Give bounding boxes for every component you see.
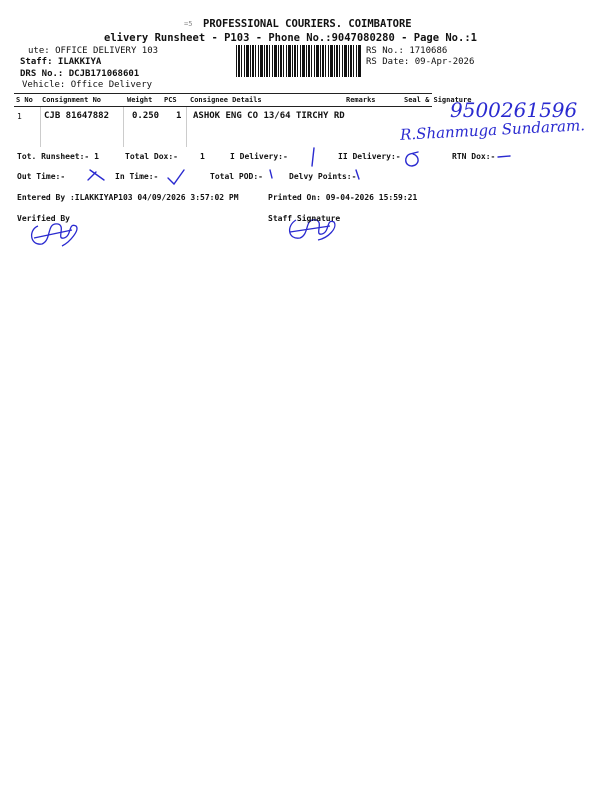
row-sno: 1 <box>17 112 22 121</box>
verified-by: Verified By <box>17 214 70 223</box>
handwritten-signature: R.Shanmuga Sundaram. <box>399 116 586 144</box>
dash-mark <box>498 156 510 157</box>
runsheet-title: elivery Runsheet - P103 - Phone No.:9047080280 - Page No.:1 <box>104 32 477 44</box>
company-prefix: =5 <box>184 20 193 28</box>
printed-on: Printed On: 09-04-2026 15:59:21 <box>268 193 418 202</box>
col-consignment: Consignment No <box>42 96 102 104</box>
in-time: In Time:- <box>115 172 159 181</box>
company-name: PROFESSIONAL COURIERS. COIMBATORE <box>203 18 412 30</box>
tick-mark <box>312 148 314 166</box>
total-pod: Total POD:- <box>210 172 263 181</box>
ii-delivery: II Delivery:- <box>338 152 401 161</box>
row-consignee: ASHOK ENG CO 13/64 TIRCHY RD <box>193 111 345 121</box>
col-pcs: PCS <box>164 96 177 104</box>
tot-runsheet: Tot. Runsheet:- 1 <box>17 152 99 161</box>
staff-label: Staff: ILAKKIYA <box>20 57 102 67</box>
total-dox: Total Dox:- <box>125 152 178 161</box>
cross-mark <box>88 170 104 180</box>
rs-date: RS Date: 09-Apr-2026 <box>366 57 475 67</box>
col-sno: S No <box>16 96 33 104</box>
tick-mark <box>356 170 359 179</box>
tick-mark <box>270 170 272 178</box>
col-remarks: Remarks <box>346 96 376 104</box>
verified-signature <box>32 224 77 246</box>
total-dox-value: 1 <box>200 152 205 161</box>
drs-number: DRS No.: DCJB171068601 <box>20 69 140 79</box>
circle-mark <box>406 152 418 166</box>
out-time: Out Time:- <box>17 172 66 181</box>
row-weight: 0.250 <box>132 111 160 121</box>
rtn-dox: RTN Dox:- <box>452 152 496 161</box>
route-label: ute: OFFICE DELIVERY 103 <box>28 46 159 56</box>
staff-signature-label: Staff Signature <box>268 214 341 223</box>
check-mark <box>168 170 184 184</box>
row-consignment: CJB 81647882 <box>44 111 110 121</box>
vehicle-label: Vehicle: Office Delivery <box>22 80 153 90</box>
row-pcs: 1 <box>176 111 182 121</box>
col-consignee: Consignee Details <box>190 96 262 104</box>
col-seal-signature: Seal & Signature <box>404 96 472 104</box>
delvy-points: Delvy Points:- <box>289 172 357 181</box>
entered-by: Entered By :ILAKKIYAP103 04/09/2026 3:57:02 PM <box>17 193 239 202</box>
i-delivery: I Delivery:- <box>230 152 288 161</box>
rs-number: RS No.: 1710686 <box>366 46 448 56</box>
handwritten-phone: 9500261596 <box>450 98 578 122</box>
col-weight: Weight <box>127 96 153 104</box>
